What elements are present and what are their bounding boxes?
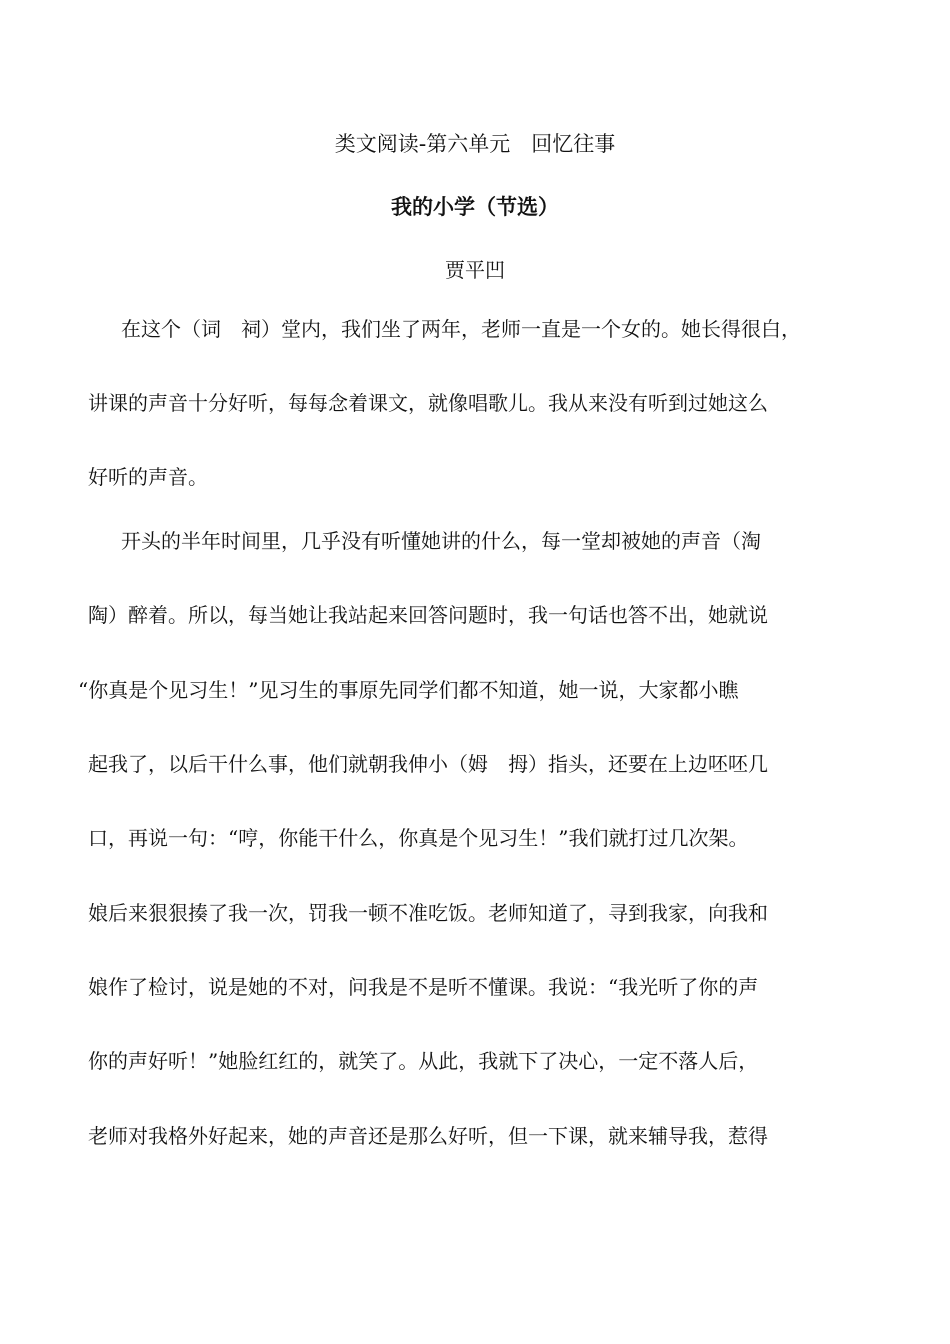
text-line: 好听的声音。 (88, 465, 208, 489)
text-line: 娘作了检讨，说是她的不对，问我是不是听不懂课。我说：“我光听了你的声 (88, 975, 759, 999)
text-line: 起我了，以后干什么事，他们就朝我伸小（姆 拇）指头，还要在上边呸呸几 (88, 752, 768, 776)
text-line: 娘后来狠狠揍了我一次，罚我一顿不准吃饭。老师知道了，寻到我家，向我和 (88, 901, 768, 925)
unit-title: 类文阅读-第六单元 回忆往事 (334, 132, 616, 156)
article-title: 我的小学（节选） (391, 195, 559, 219)
author-name: 贾平凹 (445, 258, 505, 282)
text-line: 开头的半年时间里，几乎没有听懂她讲的什么，每一堂却被她的声音（淘 (121, 529, 761, 553)
text-line: 老师对我格外好起来，她的声音还是那么好听，但一下课，就来辅导我，惹得 (88, 1124, 768, 1148)
text-line: 口，再说一句：“哼，你能干什么，你真是个见习生！”我们就打过几次架。 (88, 826, 749, 850)
text-line: 讲课的声音十分好听，每每念着课文，就像唱歌儿。我从来没有听到过她这么 (88, 391, 768, 415)
text-line: “你真是个见习生！”见习生的事原先同学们都不知道，她一说，大家都小瞧 (78, 678, 739, 702)
text-line: 在这个（词 祠）堂内，我们坐了两年，老师一直是一个女的。她长得很白， (121, 317, 801, 341)
text-line: 陶）醉着。所以，每当她让我站起来回答问题时，我一句话也答不出，她就说 (88, 603, 768, 627)
text-line: 你的声好听！”她脸红红的，就笑了。从此，我就下了决心，一定不落人后， (88, 1049, 759, 1073)
